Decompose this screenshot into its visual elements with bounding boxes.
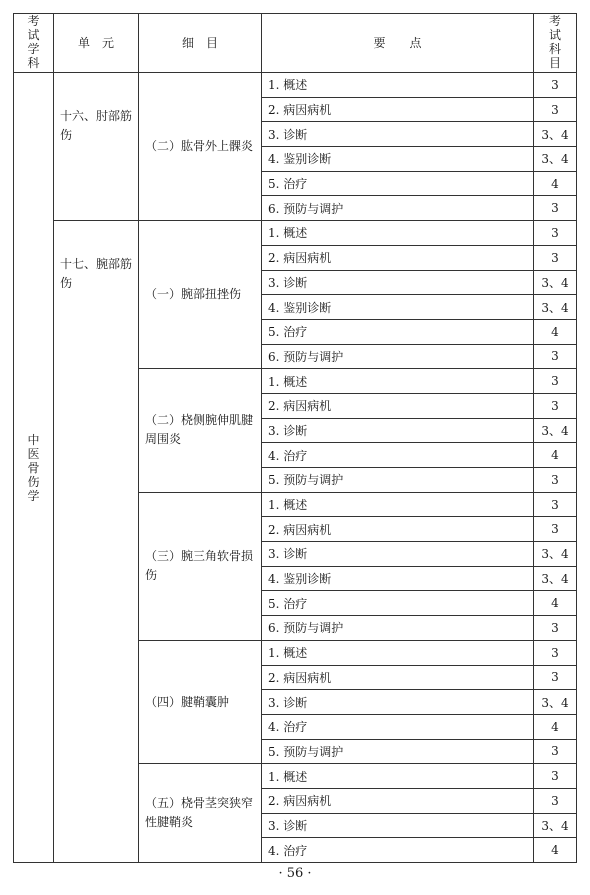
level-cell: 3 xyxy=(534,344,577,369)
level-cell: 3、4 xyxy=(534,542,577,567)
header-unit: 单 元 xyxy=(54,14,139,73)
level-cell: 3 xyxy=(534,665,577,690)
header-points: 要 点 xyxy=(262,14,534,73)
subject-label: 中医骨伤学 xyxy=(27,432,40,503)
level-cell: 3 xyxy=(534,616,577,641)
level-cell: 3 xyxy=(534,97,577,122)
level-cell: 3、4 xyxy=(534,270,577,295)
level-cell: 3 xyxy=(534,764,577,789)
point-cell: 3. 诊断 xyxy=(262,542,534,567)
point-cell: 3. 诊断 xyxy=(262,813,534,838)
point-cell: 5. 治疗 xyxy=(262,591,534,616)
point-cell: 4. 治疗 xyxy=(262,714,534,739)
point-cell: 2. 病因病机 xyxy=(262,517,534,542)
point-cell: 5. 预防与调护 xyxy=(262,739,534,764)
level-cell: 3、4 xyxy=(534,813,577,838)
level-cell: 3、4 xyxy=(534,566,577,591)
level-cell: 4 xyxy=(534,171,577,196)
point-cell: 2. 病因病机 xyxy=(262,97,534,122)
point-cell: 1. 概述 xyxy=(262,221,534,246)
level-cell: 3 xyxy=(534,245,577,270)
level-cell: 3、4 xyxy=(534,418,577,443)
point-cell: 1. 概述 xyxy=(262,73,534,98)
table-row xyxy=(14,221,577,246)
point-cell: 2. 病因病机 xyxy=(262,788,534,813)
point-cell: 3. 诊断 xyxy=(262,122,534,147)
point-cell: 2. 病因病机 xyxy=(262,665,534,690)
point-cell: 3. 诊断 xyxy=(262,418,534,443)
point-cell: 5. 治疗 xyxy=(262,319,534,344)
page-number: · 56 · xyxy=(278,866,312,881)
level-cell: 3、4 xyxy=(534,122,577,147)
level-cell: 3 xyxy=(534,788,577,813)
point-cell: 4. 鉴别诊断 xyxy=(262,566,534,591)
header-detail: 细 目 xyxy=(139,14,262,73)
point-cell: 6. 预防与调护 xyxy=(262,196,534,221)
detail-cell: （二）桡侧腕伸肌腱周围炎 xyxy=(139,369,262,492)
header-row xyxy=(14,14,577,73)
level-cell: 3 xyxy=(534,739,577,764)
level-cell: 3 xyxy=(534,468,577,493)
level-cell: 3 xyxy=(534,640,577,665)
detail-cell: （二）肱骨外上髁炎 xyxy=(139,73,262,221)
point-cell: 1. 概述 xyxy=(262,764,534,789)
point-cell: 6. 预防与调护 xyxy=(262,616,534,641)
table-body xyxy=(14,73,577,863)
level-cell: 3 xyxy=(534,221,577,246)
point-cell: 1. 概述 xyxy=(262,492,534,517)
level-cell: 3 xyxy=(534,393,577,418)
level-cell: 3、4 xyxy=(534,295,577,320)
point-cell: 3. 诊断 xyxy=(262,690,534,715)
point-cell: 2. 病因病机 xyxy=(262,393,534,418)
unit-cell xyxy=(54,73,139,221)
subject-cell xyxy=(14,73,54,863)
unit-label: 十七、腕部筋伤 xyxy=(60,257,133,291)
detail-cell: （五）桡骨茎突狭窄性腱鞘炎 xyxy=(139,764,262,863)
point-cell: 1. 概述 xyxy=(262,640,534,665)
point-cell: 5. 预防与调护 xyxy=(262,468,534,493)
point-cell: 4. 鉴别诊断 xyxy=(262,295,534,320)
detail-cell: （四）腱鞘囊肿 xyxy=(139,640,262,763)
table-row xyxy=(14,73,577,98)
unit-cell xyxy=(54,221,139,863)
level-cell: 3 xyxy=(534,517,577,542)
level-cell: 3 xyxy=(534,196,577,221)
level-cell: 4 xyxy=(534,591,577,616)
point-cell: 4. 鉴别诊断 xyxy=(262,147,534,172)
point-cell: 5. 治疗 xyxy=(262,171,534,196)
level-cell: 4 xyxy=(534,838,577,863)
point-cell: 3. 诊断 xyxy=(262,270,534,295)
detail-cell: （一）腕部扭挫伤 xyxy=(139,221,262,369)
level-cell: 3 xyxy=(534,73,577,98)
point-cell: 1. 概述 xyxy=(262,369,534,394)
level-cell: 3、4 xyxy=(534,690,577,715)
point-cell: 2. 病因病机 xyxy=(262,245,534,270)
point-cell: 6. 预防与调护 xyxy=(262,344,534,369)
header-level: 考试科目 xyxy=(534,14,577,73)
unit-label: 十六、肘部筋伤 xyxy=(60,109,133,142)
header-subject: 考试学科 xyxy=(14,14,54,73)
point-cell: 4. 治疗 xyxy=(262,838,534,863)
detail-cell: （三）腕三角软骨损伤 xyxy=(139,492,262,640)
level-cell: 3 xyxy=(534,492,577,517)
level-cell: 4 xyxy=(534,443,577,468)
level-cell: 3、4 xyxy=(534,147,577,172)
level-cell: 3 xyxy=(534,369,577,394)
level-cell: 4 xyxy=(534,319,577,344)
level-cell: 4 xyxy=(534,714,577,739)
point-cell: 4. 治疗 xyxy=(262,443,534,468)
syllabus-table xyxy=(13,13,577,863)
